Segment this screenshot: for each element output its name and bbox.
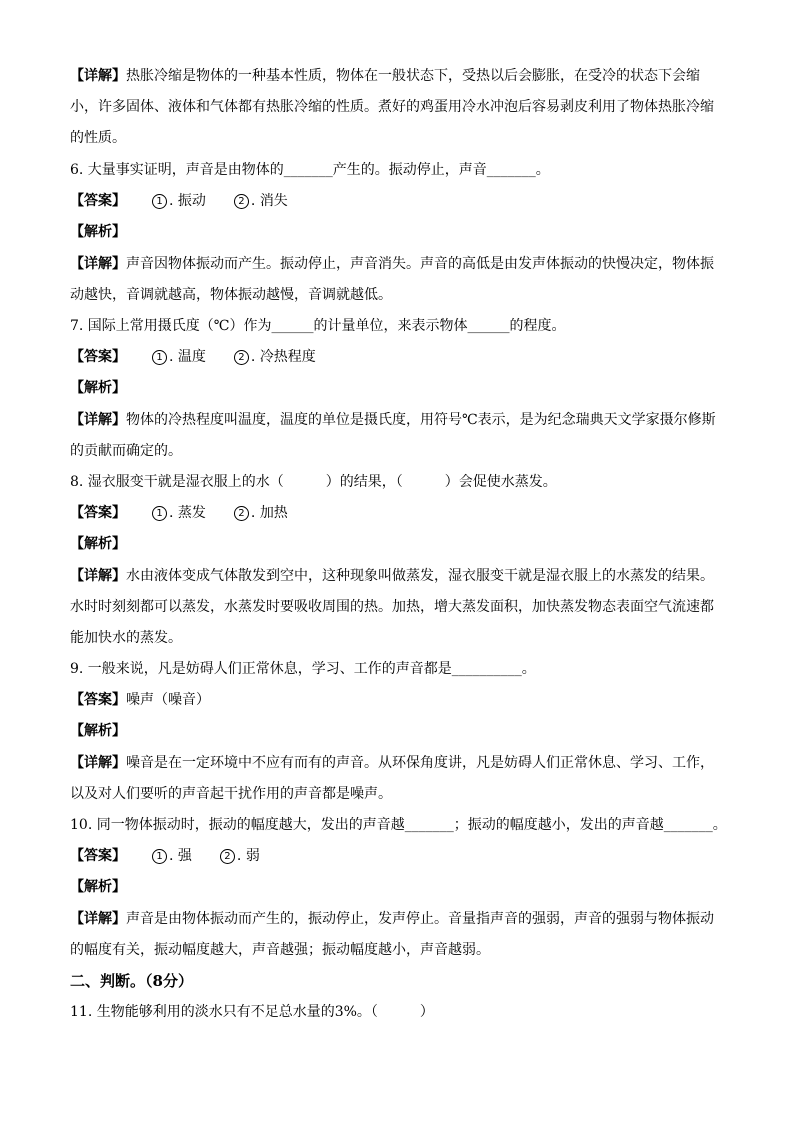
answer-text: 冷热程度 bbox=[259, 349, 316, 365]
q7-analysis bbox=[70, 378, 126, 398]
answer-text: 振动 bbox=[177, 193, 206, 209]
q6-analysis bbox=[70, 222, 126, 242]
analysis-tag: 【解析】 bbox=[70, 879, 126, 895]
answer-text: 强 bbox=[177, 848, 192, 864]
answer-tag: 【答案】 bbox=[70, 692, 126, 708]
circled-number: 2 bbox=[220, 849, 235, 864]
detail-tag: 【详解】 bbox=[70, 568, 126, 584]
q9-answer bbox=[70, 690, 210, 710]
question-6: 6. 大量事实证明，声音是由物体的_______产生的。振动停止，声音_______。 bbox=[70, 162, 550, 178]
q9-detail-line-1 bbox=[70, 753, 714, 773]
answer-text: 温度 bbox=[177, 349, 206, 365]
q6-detail-line-1 bbox=[70, 254, 714, 274]
q7-answer bbox=[70, 347, 344, 367]
answer-text: 加热 bbox=[259, 505, 288, 521]
detail-tag: 【详解】 bbox=[70, 755, 126, 771]
q10-detail-line-1 bbox=[70, 909, 714, 929]
analysis-tag: 【解析】 bbox=[70, 224, 126, 240]
circled-number: 1 bbox=[152, 506, 167, 521]
answer-item: 1 . 蒸发 bbox=[152, 503, 206, 523]
answer-text: 消失 bbox=[259, 193, 288, 209]
section-heading-judgement: 二、判断。（8分） bbox=[70, 972, 193, 990]
q9-analysis bbox=[70, 721, 126, 741]
circled-number: 2 bbox=[234, 350, 249, 365]
circled-number: 2 bbox=[234, 506, 249, 521]
q10-answer bbox=[70, 846, 288, 866]
q5-detail-line-1 bbox=[70, 66, 700, 86]
answer-item: 2 . 消失 bbox=[234, 191, 288, 211]
answer-item: 1 . 振动 bbox=[152, 191, 206, 211]
q7-detail-line-2: 的贡献而确定的。 bbox=[70, 443, 182, 459]
q7-detail-line-1 bbox=[70, 410, 716, 430]
analysis-tag: 【解析】 bbox=[70, 536, 126, 552]
circled-number: 1 bbox=[152, 350, 167, 365]
question-7: 7. 国际上常用摄氏度（℃）作为______的计量单位，来表示物体______的程度。 bbox=[70, 318, 566, 334]
detail-text: 声音因物体振动而产生。振动停止，声音消失。声音的高低是由发声体振动的快慢决定，物体振 bbox=[126, 256, 714, 272]
q8-detail-line-2: 水时时刻刻都可以蒸发，水蒸发时要吸收周围的热。加热，增大蒸发面积，加快蒸发物态表面空气流速都 bbox=[70, 599, 714, 615]
answer-tag: 【答案】 bbox=[70, 193, 126, 209]
answer-tag: 【答案】 bbox=[70, 349, 126, 365]
detail-tag: 【详解】 bbox=[70, 256, 126, 272]
detail-text: 噪音是在一定环境中不应有而有的声音。从环保角度讲，凡是妨碍人们正常休息、学习、工作， bbox=[126, 755, 714, 771]
q10-analysis bbox=[70, 877, 126, 897]
question-10: 10. 同一物体振动时，振动的幅度越大，发出的声音越_______；振动的幅度越小，发出的声音越_______。 bbox=[70, 817, 727, 833]
q6-detail-line-2: 动越快，音调就越高，物体振动越慢，音调就越低。 bbox=[70, 287, 392, 303]
answer-text: 噪声（噪音） bbox=[126, 692, 210, 708]
detail-tag: 【详解】 bbox=[70, 68, 126, 84]
q5-detail-line-3: 的性质。 bbox=[70, 130, 126, 146]
circled-number: 1 bbox=[152, 849, 167, 864]
answer-item: 2 . 冷热程度 bbox=[234, 347, 316, 367]
circled-number: 2 bbox=[234, 194, 249, 209]
detail-text: 声音是由物体振动而产生的，振动停止，发声停止。音量指声音的强弱，声音的强弱与物体振动 bbox=[126, 911, 714, 927]
detail-tag: 【详解】 bbox=[70, 412, 126, 428]
q5-detail-line-2: 小，许多固体、液体和气体都有热胀冷缩的性质。煮好的鸡蛋用冷水冲泡后容易剥皮利用了物体热胀冷缩 bbox=[70, 99, 714, 115]
answer-item: 1 . 温度 bbox=[152, 347, 206, 367]
detail-text: 热胀冷缩是物体的一种基本性质，物体在一般状态下，受热以后会膨胀，在受冷的状态下会缩 bbox=[126, 68, 700, 84]
q6-answer bbox=[70, 191, 316, 211]
q8-answer bbox=[70, 503, 316, 523]
answer-item: 2 . 弱 bbox=[220, 846, 260, 866]
q10-detail-line-2: 的幅度有关，振动幅度越大，声音越强；振动幅度越小，声音越弱。 bbox=[70, 942, 490, 958]
detail-text: 物体的冷热程度叫温度，温度的单位是摄氏度，用符号℃表示，是为纪念瑞典天文学家摄尔修斯 bbox=[126, 412, 716, 428]
question-8: 8. 湿衣服变干就是湿衣服上的水（ ）的结果，（ ）会促使水蒸发。 bbox=[70, 474, 557, 490]
answer-text: 蒸发 bbox=[177, 505, 206, 521]
circled-number: 1 bbox=[152, 194, 167, 209]
detail-text: 水由液体变成气体散发到空中，这种现象叫做蒸发，湿衣服变干就是湿衣服上的水蒸发的结果。 bbox=[126, 568, 714, 584]
answer-item: 1 . 强 bbox=[152, 846, 192, 866]
detail-tag: 【详解】 bbox=[70, 911, 126, 927]
analysis-tag: 【解析】 bbox=[70, 723, 126, 739]
answer-tag: 【答案】 bbox=[70, 505, 126, 521]
answer-tag: 【答案】 bbox=[70, 848, 126, 864]
q8-detail-line-1 bbox=[70, 566, 714, 586]
answer-item: 2 . 加热 bbox=[234, 503, 288, 523]
question-9: 9. 一般来说，凡是妨碍人们正常休息，学习、工作的声音都是__________。 bbox=[70, 661, 536, 677]
q8-analysis bbox=[70, 534, 126, 554]
answer-text: 弱 bbox=[245, 848, 260, 864]
analysis-tag: 【解析】 bbox=[70, 380, 126, 396]
q9-detail-line-2: 以及对人们要听的声音起干扰作用的声音都是噪声。 bbox=[70, 786, 392, 802]
question-11: 11. 生物能够利用的淡水只有不足总水量的3%。（ ） bbox=[70, 1004, 434, 1020]
q8-detail-line-3: 能加快水的蒸发。 bbox=[70, 630, 182, 646]
